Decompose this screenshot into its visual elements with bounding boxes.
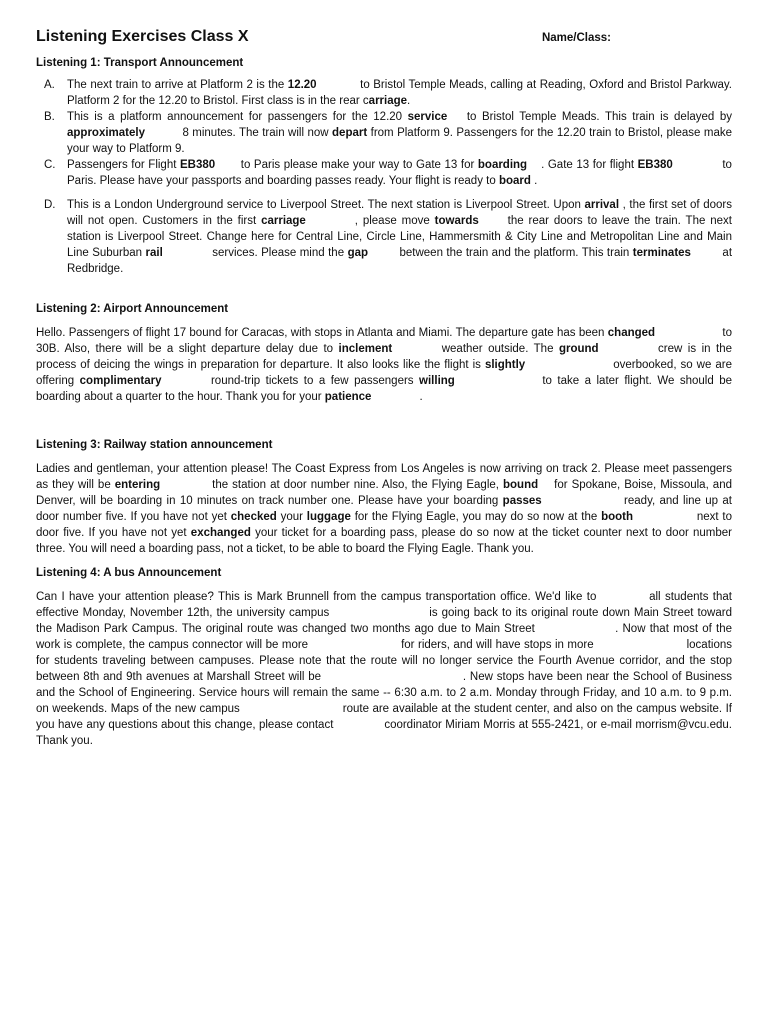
listening-3-title: Listening 3: Railway station announcement [36, 439, 273, 451]
answer-word: depart [332, 127, 368, 139]
answer-word: complimentary [79, 375, 162, 387]
answer-word: arrival [584, 199, 620, 211]
passage-text: near the School of Business and the School of Engineering. Service hours will remain the same -- 6:30 a.m. to 2 a.m. Monday through Friday, and 10 a.m. to 9 p.m. on weekends. Maps of the new campus [36, 671, 732, 715]
answer-word: service [407, 111, 448, 123]
passage-text: . [419, 391, 423, 403]
passage-text: Can I have your attention please? This is Mark Brunnell from the campus transportation office. We'd like to [36, 591, 597, 603]
name-class-label: Name/Class: [541, 32, 611, 44]
item-text: to Bristol Temple Meads, calling at Reading, Oxford and Bristol Parkway. Platform 2 for the 12.20 to Bristol. First class is in the rear c [67, 79, 732, 107]
answer-word: approximately [67, 127, 145, 139]
answer-word: arriage [368, 95, 408, 107]
answer-word: entering [114, 479, 161, 491]
passage-text: Hello. Passengers of flight 17 bound for Caracas, with stops in Atlanta and Miami. The departure gate has been [36, 327, 605, 339]
passage-text: for the Flying Eagle, you may do so now at the [354, 511, 598, 523]
item-text: . [534, 175, 538, 187]
passage-text: to 30B. Also, there will be a slight departure delay due to [36, 327, 732, 355]
answer-word: patience [324, 391, 372, 403]
listening-1-title: Listening 1: Transport Announcement [36, 57, 244, 69]
item-text: to Paris please make your way to Gate 13 for [240, 159, 475, 171]
passage-text: for riders, and will have stops in more [401, 639, 594, 651]
passage-text: route are available at the student center, and also on the campus website. If you have any questions about this change, please contact [36, 703, 733, 731]
listening-2-text [36, 325, 732, 405]
item-text: . [407, 95, 411, 107]
listening-3-text [36, 461, 732, 557]
listening-3-section [36, 439, 732, 557]
item-text: This is a London Underground service to Liverpool Street. The next station is Liverpool Street. Upon [67, 199, 581, 211]
item-text: This is a platform announcement for passengers for the 12.20 [67, 111, 403, 123]
listening-1-section [36, 57, 732, 277]
listening-2-title: Listening 2: Airport Announcement [36, 303, 229, 315]
answer-word: changed [607, 327, 656, 339]
item-label: A. [44, 79, 55, 91]
answer-word: 12.20 [287, 79, 317, 91]
item-text: at Redbridge. [67, 247, 733, 275]
answer-word: gap [347, 247, 369, 259]
answer-word: EB380 [180, 159, 216, 171]
passage-text: coordinator Miriam Morris at 555-2421, or e-mail morrism@vcu.edu. Thank you. [36, 719, 733, 747]
list-item [36, 77, 732, 109]
item-text: services. Please mind the [212, 247, 345, 259]
answer-word: board [498, 175, 531, 187]
answer-word: exchanged [190, 527, 251, 539]
item-text: Passengers for Flight [67, 159, 177, 171]
answer-word: booth [601, 511, 634, 523]
listening-4-title: Listening 4: A bus Announcement [36, 567, 222, 579]
worksheet-page [36, 28, 732, 749]
item-label: D. [44, 199, 56, 211]
item-text: the rear doors to leave the train. The next station is Liverpool Street. Change here for Central Line, Circle Line, Hammersmith & City Line and Metropolitan Line and Main Line Suburban [67, 215, 733, 259]
answer-word: passes [502, 495, 542, 507]
passage-text: ready, and line up at door number five. If you have not yet [36, 495, 733, 523]
passage-text: to take a later flight. We should be boarding about a quarter to the hour. Thank you for your [36, 375, 733, 403]
item-text: , the first set of doors will not open. Customers in the first [67, 199, 732, 227]
item-label: C. [44, 159, 56, 171]
passage-text: all students that effective Monday, November 12th, the university campus [36, 591, 732, 619]
item-label: B. [44, 111, 55, 123]
passage-text: your [280, 511, 303, 523]
passage-text: your ticket for a boarding pass, please do so now at the ticket counter next to door number three. You will need a boarding pass, not a ticket, to be able to board the Flying Eagle. Thank you. [36, 527, 732, 555]
worksheet-title: Listening Exercises Class X [36, 28, 249, 45]
item-text: , please move [354, 215, 430, 227]
answer-word: rail [145, 247, 163, 259]
passage-text: locations for students traveling between campuses. Please note that the route will no longer service the Fourth Avenue corridor, and the stop between 8th and 9th avenues at Marshall Street will be [36, 639, 732, 683]
item-text: The next train to arrive at Platform 2 is the [67, 79, 285, 91]
passage-text: is going back to its original route down Main Street toward the Madison Park Campus. The original route was changed two months ago due to Main Street [36, 607, 732, 635]
passage-text: next to door five. If you have not yet [36, 511, 732, 539]
answer-word: terminates [632, 247, 691, 259]
list-item [36, 197, 732, 277]
passage-text: round-trip tickets to a few passengers [210, 375, 414, 387]
answer-word: ground [558, 343, 599, 355]
worksheet-header [36, 28, 732, 52]
answer-word: boarding [477, 159, 528, 171]
answer-word: checked [230, 511, 277, 523]
listening-4-section [36, 567, 732, 749]
item-text: 8 minutes. The train will now [182, 127, 329, 139]
answer-word: towards [434, 215, 479, 227]
passage-text: Ladies and gentleman, your attention please! The Coast Express from Los Angeles is now arriving on track 2. Please meet passengers as they will be [36, 463, 732, 491]
list-item [36, 157, 732, 189]
passage-text: for Spokane, Boise, Missoula, and Denver, will be boarding in 10 minutes on track number one. Please have your boarding [36, 479, 732, 507]
passage-text: weather outside. The [441, 343, 554, 355]
listening-4-text [36, 589, 732, 749]
answer-word: EB380 [637, 159, 673, 171]
item-text: from Platform 9. Passengers for the 12.20 train to Bristol, please make your way to Platform 9. [67, 127, 732, 155]
answer-word: carriage [261, 215, 306, 227]
listening-2-section [36, 303, 732, 405]
passage-text: the station at door number nine. Also, the Flying Eagle, [212, 479, 499, 491]
answer-word: willing [419, 375, 455, 387]
item-text: to Paris. Please have your passports and boarding passes ready. Your flight is ready to [67, 159, 732, 187]
passage-text: . New stops have been [462, 671, 583, 683]
item-text: . Gate 13 for flight [541, 159, 635, 171]
list-item [36, 109, 732, 157]
item-text: to Bristol Temple Meads. This train is delayed by [466, 111, 733, 123]
passage-text: . Now that most of the work is complete, the campus connector will be more [36, 623, 733, 651]
listening-1-list [36, 77, 732, 277]
passage-text: crew is in the process of deicing the wings in preparation for departure. It also looks like the flight is [36, 343, 732, 371]
answer-word: slightly [484, 359, 526, 371]
answer-word: inclement [338, 343, 393, 355]
answer-word: luggage [306, 511, 351, 523]
passage-text: overbooked, so we are offering [36, 359, 732, 387]
item-text: between the train and the platform. This train [399, 247, 630, 259]
answer-word: bound [503, 479, 539, 491]
